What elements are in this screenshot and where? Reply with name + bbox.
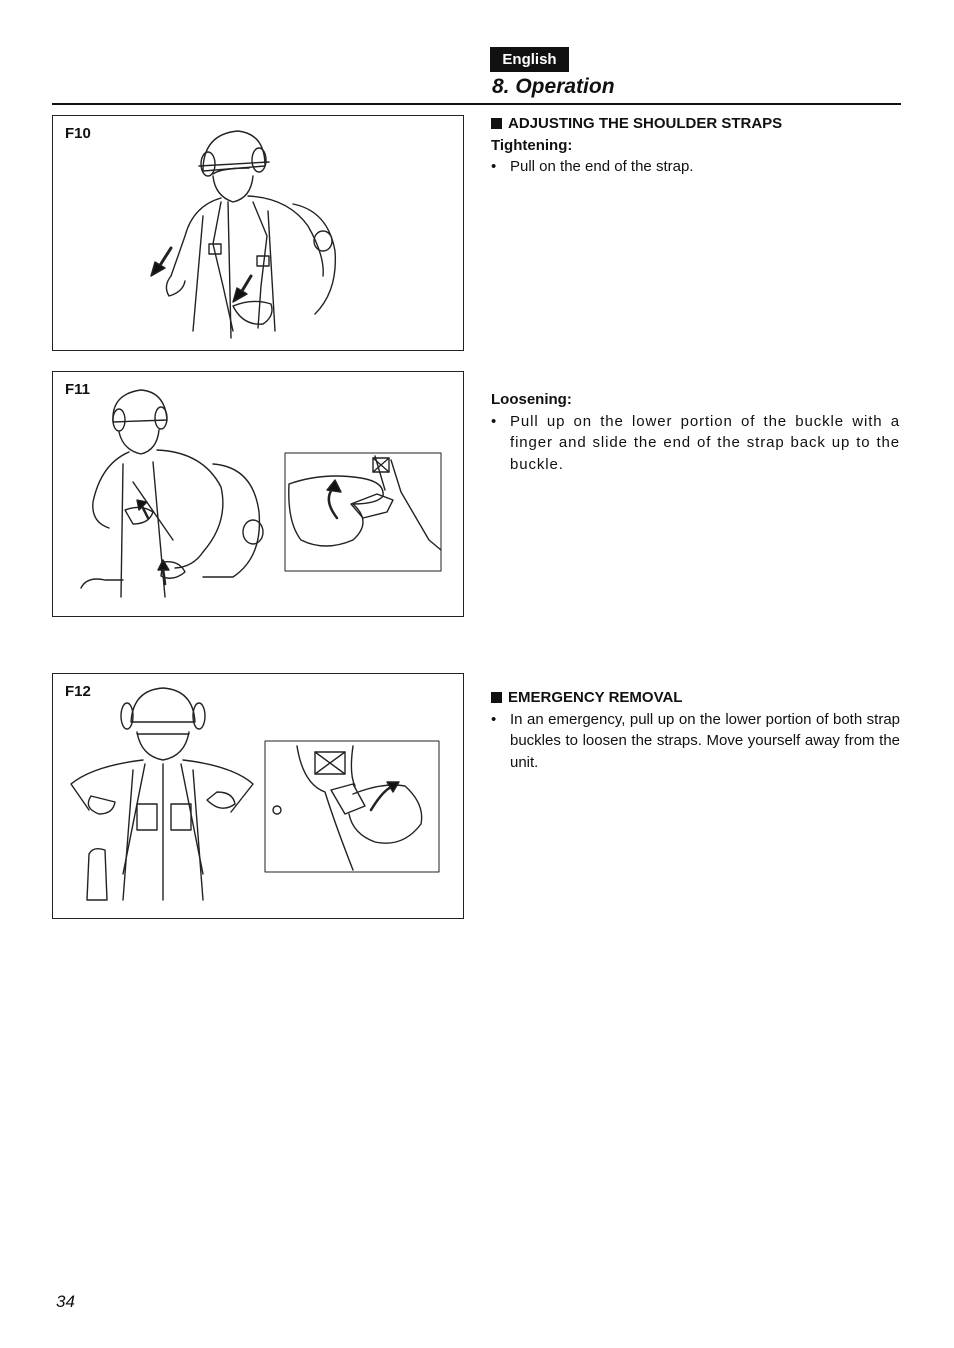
emergency-heading [491,687,900,709]
emergency-heading-text: EMERGENCY REMOVAL [508,689,683,706]
emergency-removal-illustration [53,674,463,918]
figure-f10 [52,115,464,351]
figure-label-f11: F11 [65,381,91,398]
figure-f11 [52,371,464,617]
bullet-dot-icon: • [491,158,497,175]
loosening-bullet [491,411,900,476]
tightening-bullet-text: Pull on the end of the strap. [510,158,694,175]
emergency-bullet [491,709,900,774]
loosening-section [491,389,900,475]
page-number: 34 [56,1292,75,1311]
black-square-icon [491,692,502,703]
adjusting-heading-text: ADJUSTING THE SHOULDER STRAPS [508,115,783,132]
black-square-icon [491,118,502,129]
adjusting-heading [491,113,900,135]
figure-label-f12: F12 [65,683,91,700]
strap-tightening-illustration [53,116,463,350]
section-title: 8. Operation [492,75,615,98]
figure-label-f10: F10 [65,125,91,142]
figure-f12 [52,673,464,919]
tightening-bullet [491,156,900,178]
header-rule [52,103,901,105]
bullet-dot-icon: • [491,710,497,728]
emergency-section [491,687,900,773]
bullet-dot-icon: • [491,412,497,430]
loosening-bullet-text: Pull up on the lower portion of the buckle with a finger and slide the end of the strap back up to the buckle. [510,412,900,473]
strap-loosening-illustration [53,372,463,616]
language-badge: English [490,47,569,72]
tightening-label: Tightening: [491,136,573,154]
adjusting-section [491,113,900,178]
loosening-label: Loosening: [491,391,572,408]
emergency-bullet-text: In an emergency, pull up on the lower portion of both strap buckles to loosen the straps. Move yourself away from the unit. [510,710,900,771]
